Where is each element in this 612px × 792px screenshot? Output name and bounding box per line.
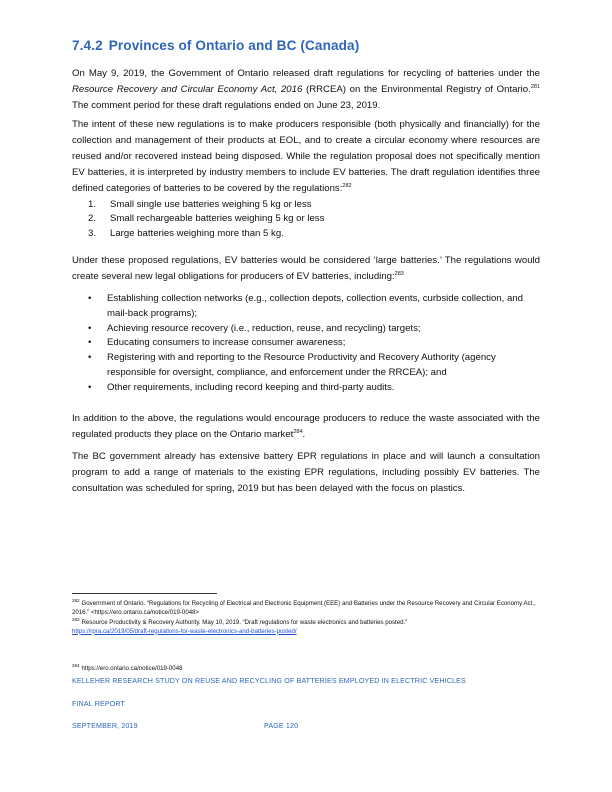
- paragraph-text: The intent of these new regulations is to make producers responsible (both physically and financially) for the collection and management of their products at EOL, and to create a circular economy where resources are reused and/or recovered instead being disposed. While the regulation proposal does not specifically mention EV batteries, it is interpreted by industry members to include EV batteries. The draft regulation identifies three defined categories of batteries to be covered by the regulations:: [72, 119, 540, 194]
- list-text: Establishing collection networks (e.g., collection depots, collection events, curbside collection, and mail-back programs);: [107, 293, 523, 319]
- footnote-ref[interactable]: 284: [293, 428, 303, 435]
- footnote-ref[interactable]: 283: [394, 270, 404, 277]
- list-item: [88, 336, 538, 351]
- footnote-text: Resource Productivity & Recovery Authority. May 10, 2019. “Draft regulations for waste electronics and batteries posted.”: [81, 619, 408, 626]
- bullet-icon: •: [88, 322, 92, 334]
- paragraph-text: Under these proposed regulations, EV batteries would be considered ‘large batteries.’ The regulations would create several new legal obligations for producers of EV batteries, including:: [72, 255, 540, 282]
- list-item: [88, 351, 538, 381]
- section-number: 7.4.2: [72, 38, 103, 53]
- paragraph-text: The BC government already has extensive battery EPR regulations in place and will launch a consultation program to add a range of materials to the existing EPR regulations, including possibly EV batteries. The consultation was scheduled for spring, 2019 but has been delayed with the focus on plastics.: [72, 451, 540, 494]
- paragraph-text: (RRCEA) on the Environmental Registry of Ontario.: [302, 83, 531, 95]
- paragraph-intent: [72, 117, 540, 197]
- list-item: [88, 198, 538, 212]
- obligations-list: [88, 292, 538, 396]
- list-number: 1.: [88, 199, 97, 210]
- list-item: [88, 292, 538, 322]
- footnote-divider: [72, 593, 217, 594]
- list-text: Educating consumers to increase consumer awareness;: [107, 337, 346, 349]
- list-item: [88, 322, 538, 337]
- bullet-icon: •: [88, 337, 92, 349]
- bullet-icon: •: [88, 293, 92, 304]
- footer-report-label: FINAL REPORT: [72, 700, 126, 708]
- paragraph-bc-government: [72, 449, 540, 497]
- paragraph-waste-reduction: [72, 411, 540, 443]
- paragraph-text: On May 9, 2019, the Government of Ontario released draft regulations for recycling of batteries under the: [72, 68, 540, 79]
- list-text: Small rechargeable batteries weighing 5 kg or less: [110, 213, 325, 225]
- footnote-282: [72, 597, 542, 617]
- footer-page-number: PAGE 120: [264, 722, 299, 730]
- list-text: Large batteries weighing more than 5 kg.: [110, 227, 284, 239]
- footnote-ref[interactable]: 282: [342, 182, 352, 189]
- footer-date: SEPTEMBER, 2019: [72, 722, 138, 730]
- footnote-number: 282: [72, 597, 80, 603]
- paragraph-text: .: [302, 428, 306, 440]
- battery-categories-list: [88, 198, 538, 241]
- bullet-icon: •: [88, 381, 92, 393]
- footnote-text: Government of Ontario. “Regulations for Recycling of Electrical and Electronic Equipment (EEE) and Batteries under the Resource Recovery and Circular Economy Act., 2016.” <https://ero.ontario.ca/notice/019-0048>: [72, 600, 536, 616]
- list-item: [88, 227, 538, 241]
- list-text: Small single use batteries weighing 5 kg or less: [110, 199, 312, 210]
- bullet-icon: •: [88, 352, 92, 364]
- list-item: [88, 212, 538, 226]
- footnote-number: 284: [72, 662, 80, 668]
- list-text: Other requirements, including record keeping and third-party audits.: [107, 381, 395, 393]
- footnote-text: https://ero.ontario.ca/notice/019-0048: [81, 665, 183, 672]
- footnote-283: [72, 616, 542, 636]
- section-title: Provinces of Ontario and BC (Canada): [108, 38, 360, 53]
- list-item: [88, 381, 538, 396]
- list-text: Registering with and reporting to the Resource Productivity and Recovery Authority (agency responsible for oversight, compliance, and enforcement under the RRCEA); and: [107, 352, 496, 378]
- act-title: Resource Recovery and Circular Economy Act, 2016: [72, 83, 303, 95]
- footer-study-title: KELLEHER RESEARCH STUDY ON REUSE AND RECYCLING OF BATTERIES EMPLOYED IN ELECTRIC VEHICLES: [72, 677, 466, 685]
- section-heading: [72, 38, 359, 53]
- list-text: Achieving resource recovery (i.e., reduction, reuse, and recycling) targets;: [107, 322, 421, 334]
- footnote-number: 283: [72, 616, 80, 622]
- footnote-link[interactable]: https://rpra.ca/2019/05/draft-regulations-for-waste-electronics-and-batteries-posted/: [72, 627, 297, 635]
- paragraph-ev-large-batteries: [72, 253, 540, 285]
- footnote-ref[interactable]: 281: [530, 83, 540, 90]
- list-number: 3.: [88, 227, 97, 239]
- footnote-284: [72, 662, 542, 674]
- list-number: 2.: [88, 213, 97, 225]
- paragraph-text: The comment period for these draft regulations ended on June 23, 2019.: [72, 99, 381, 111]
- paragraph-ontario-draft: [72, 66, 540, 114]
- paragraph-text: In addition to the above, the regulations would encourage producers to reduce the waste associated with the regulated products they place on the Ontario market: [72, 413, 540, 440]
